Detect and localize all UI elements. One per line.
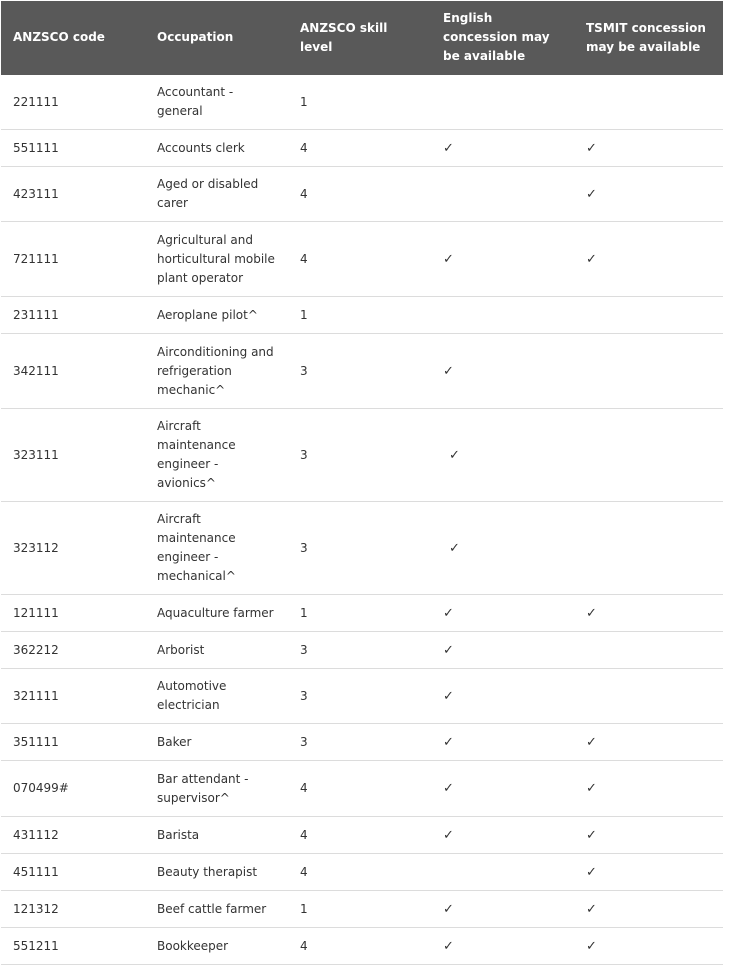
cell-occupation: Accountant - general (145, 75, 288, 130)
cell-occupation: Aeroplane pilot^ (145, 297, 288, 334)
cell-skill: 1 (288, 75, 431, 130)
cell-occupation: Accounts clerk (145, 130, 288, 167)
cell-tsmit (574, 409, 723, 502)
table-row (1, 595, 723, 632)
cell-occupation: Beauty therapist (145, 854, 288, 891)
cell-code: 451111 (1, 854, 145, 891)
table-header (1, 1, 723, 75)
cell-code: 362212 (1, 632, 145, 669)
header-tsmit-concession: TSMIT concession may be available (574, 1, 723, 75)
cell-tsmit: ✓ (574, 167, 723, 222)
header-english-concession: English concession may be available (431, 1, 574, 75)
cell-code: 551211 (1, 928, 145, 965)
table-row (1, 724, 723, 761)
cell-occupation: Barista (145, 817, 288, 854)
table-row (1, 167, 723, 222)
cell-skill: 4 (288, 854, 431, 891)
cell-english: ✓ (431, 222, 574, 297)
cell-skill: 4 (288, 222, 431, 297)
cell-occupation: Beef cattle farmer (145, 891, 288, 928)
table-row (1, 817, 723, 854)
cell-occupation: Agricultural and horticultural mobile plant operator (145, 222, 288, 297)
header-skill-level: ANZSCO skill level (288, 1, 431, 75)
cell-skill: 3 (288, 632, 431, 669)
cell-skill: 1 (288, 595, 431, 632)
cell-skill: 3 (288, 502, 431, 595)
cell-english: ✓ (431, 334, 574, 409)
cell-english: ✓ (431, 817, 574, 854)
table-row (1, 75, 723, 130)
cell-occupation: Baker (145, 724, 288, 761)
cell-tsmit (574, 502, 723, 595)
cell-english: ✓ (431, 891, 574, 928)
cell-tsmit (574, 297, 723, 334)
cell-tsmit (574, 669, 723, 724)
cell-code: 323111 (1, 409, 145, 502)
cell-skill: 4 (288, 761, 431, 817)
cell-code: 551111 (1, 130, 145, 167)
cell-english: ✓ (431, 595, 574, 632)
header-anzsco-code: ANZSCO code (1, 1, 145, 75)
cell-occupation: Aircraft maintenance engineer - avionics^ (145, 409, 288, 502)
cell-tsmit (574, 334, 723, 409)
table-row (1, 334, 723, 409)
table-row (1, 632, 723, 669)
cell-occupation: Bookkeeper (145, 928, 288, 965)
table-body (1, 75, 723, 965)
cell-code: 221111 (1, 75, 145, 130)
cell-occupation: Aged or disabled carer (145, 167, 288, 222)
cell-tsmit: ✓ (574, 854, 723, 891)
cell-english (431, 167, 574, 222)
cell-occupation: Arborist (145, 632, 288, 669)
cell-tsmit: ✓ (574, 724, 723, 761)
cell-english (431, 409, 574, 502)
table-row (1, 891, 723, 928)
cell-skill: 3 (288, 409, 431, 502)
cell-tsmit: ✓ (574, 928, 723, 965)
cell-occupation: Bar attendant - supervisor^ (145, 761, 288, 817)
cell-skill: 4 (288, 167, 431, 222)
cell-english (431, 75, 574, 130)
cell-code: 351111 (1, 724, 145, 761)
cell-tsmit: ✓ (574, 222, 723, 297)
cell-skill: 1 (288, 891, 431, 928)
cell-code: 431112 (1, 817, 145, 854)
cell-skill: 3 (288, 334, 431, 409)
cell-skill: 3 (288, 724, 431, 761)
table-row (1, 502, 723, 595)
cell-skill: 4 (288, 817, 431, 854)
header-occupation: Occupation (145, 1, 288, 75)
table-row (1, 222, 723, 297)
cell-tsmit: ✓ (574, 891, 723, 928)
cell-english: ✓ (431, 724, 574, 761)
check-mark: ✓ (449, 540, 460, 556)
cell-english (431, 297, 574, 334)
table-row (1, 761, 723, 817)
occupation-table (1, 1, 723, 965)
cell-english: ✓ (431, 761, 574, 817)
cell-code: 231111 (1, 297, 145, 334)
cell-occupation: Airconditioning and refrigeration mechanic^ (145, 334, 288, 409)
cell-tsmit: ✓ (574, 761, 723, 817)
cell-english: ✓ (431, 130, 574, 167)
cell-code: 721111 (1, 222, 145, 297)
cell-occupation: Automotive electrician (145, 669, 288, 724)
table-row (1, 669, 723, 724)
cell-english: ✓ (431, 669, 574, 724)
cell-tsmit (574, 632, 723, 669)
cell-code: 423111 (1, 167, 145, 222)
cell-code: 070499# (1, 761, 145, 817)
cell-english: ✓ (431, 632, 574, 669)
cell-skill: 3 (288, 669, 431, 724)
header-row (1, 1, 723, 75)
check-mark: ✓ (449, 447, 460, 463)
cell-english (431, 502, 574, 595)
cell-code: 121111 (1, 595, 145, 632)
table-row (1, 297, 723, 334)
table-row (1, 928, 723, 965)
cell-occupation: Aquaculture farmer (145, 595, 288, 632)
cell-code: 323112 (1, 502, 145, 595)
cell-skill: 4 (288, 130, 431, 167)
cell-tsmit: ✓ (574, 595, 723, 632)
cell-code: 321111 (1, 669, 145, 724)
table-row (1, 409, 723, 502)
cell-skill: 4 (288, 928, 431, 965)
cell-tsmit: ✓ (574, 817, 723, 854)
cell-tsmit: ✓ (574, 130, 723, 167)
table-row (1, 854, 723, 891)
cell-code: 342111 (1, 334, 145, 409)
cell-occupation: Aircraft maintenance engineer - mechanical^ (145, 502, 288, 595)
cell-tsmit (574, 75, 723, 130)
cell-code: 121312 (1, 891, 145, 928)
cell-skill: 1 (288, 297, 431, 334)
table-row (1, 130, 723, 167)
cell-english: ✓ (431, 928, 574, 965)
cell-english (431, 854, 574, 891)
